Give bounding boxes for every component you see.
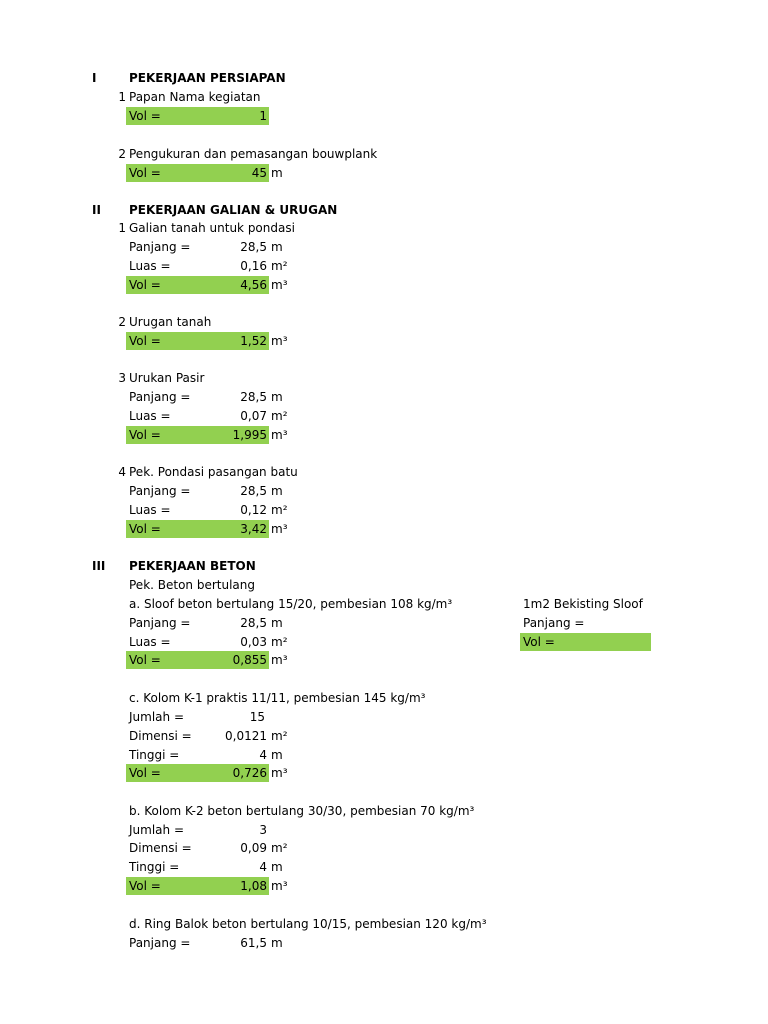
item-title: a. Sloof beton bertulang 15/20, pembesian 108 kg/m³ <box>129 597 453 611</box>
luas-label: Luas = <box>129 503 171 517</box>
panjang-unit: m <box>271 484 283 498</box>
volume-label: Vol = <box>129 879 161 893</box>
luas-label: Luas = <box>129 635 171 649</box>
bekisting-title: 1m2 Bekisting Sloof <box>523 597 643 611</box>
item-title: Galian tanah untuk pondasi <box>129 221 295 235</box>
volume-value: 3,42 <box>240 522 267 536</box>
tinggi-unit: m <box>271 748 283 762</box>
volume-unit: m³ <box>271 653 288 667</box>
jumlah-label: Jumlah = <box>129 710 184 724</box>
panjang-unit: m <box>271 240 283 254</box>
bekisting-volume-label: Vol = <box>523 635 555 649</box>
item-title: c. Kolom K-1 praktis 11/11, pembesian 145 kg/m³ <box>129 691 426 705</box>
volume-unit: m³ <box>271 766 288 780</box>
panjang-label: Panjang = <box>129 616 191 630</box>
item-number: 2 <box>118 147 126 161</box>
panjang-value: 28,5 <box>240 484 267 498</box>
section-subtitle: Pek. Beton bertulang <box>129 578 256 592</box>
jumlah-value: 3 <box>259 823 267 837</box>
luas-value: 0,07 <box>240 409 267 423</box>
luas-unit: m² <box>271 635 288 649</box>
volume-value: 0,855 <box>232 653 267 667</box>
volume-unit: m³ <box>271 879 288 893</box>
volume-unit: m³ <box>271 428 288 442</box>
item-title: Pengukuran dan pemasangan bouwplank <box>129 147 378 161</box>
panjang-unit: m <box>271 936 283 950</box>
dimensi-value: 0,09 <box>240 841 267 855</box>
volume-unit: m <box>271 166 283 180</box>
section-number: III <box>92 559 106 573</box>
item-title: Papan Nama kegiatan <box>129 90 261 104</box>
dimensi-unit: m² <box>271 729 288 743</box>
item-title: Urugan tanah <box>129 315 212 329</box>
item-title: b. Kolom K-2 beton bertulang 30/30, pembesian 70 kg/m³ <box>129 804 475 818</box>
volume-value: 1,52 <box>240 334 267 348</box>
section-title: PEKERJAAN BETON <box>129 559 256 573</box>
volume-value: 1 <box>259 109 267 123</box>
tinggi-value: 4 <box>259 860 267 874</box>
volume-label: Vol = <box>129 334 161 348</box>
panjang-value: 28,5 <box>240 616 267 630</box>
item-number: 3 <box>118 371 126 385</box>
dimensi-value: 0,0121 <box>225 729 267 743</box>
item-title: Urukan Pasir <box>129 371 205 385</box>
panjang-label: Panjang = <box>129 390 191 404</box>
tinggi-value: 4 <box>259 748 267 762</box>
panjang-value: 28,5 <box>240 240 267 254</box>
dimensi-label: Dimensi = <box>129 841 192 855</box>
section-title: PEKERJAAN PERSIAPAN <box>129 71 286 85</box>
item-number: 2 <box>118 315 126 329</box>
section-number: II <box>92 203 101 217</box>
section-number: I <box>92 71 97 85</box>
panjang-value: 28,5 <box>240 390 267 404</box>
panjang-unit: m <box>271 616 283 630</box>
item-number: 4 <box>118 465 126 479</box>
tinggi-label: Tinggi = <box>129 748 180 762</box>
jumlah-value: 15 <box>249 710 265 724</box>
volume-value: 0,726 <box>232 766 267 780</box>
section-title: PEKERJAAN GALIAN & URUGAN <box>129 203 338 217</box>
volume-unit: m³ <box>271 334 288 348</box>
volume-value: 45 <box>251 166 267 180</box>
luas-unit: m² <box>271 409 288 423</box>
item-title: d. Ring Balok beton bertulang 10/15, pembesian 120 kg/m³ <box>129 917 487 931</box>
jumlah-label: Jumlah = <box>129 823 184 837</box>
item-title: Pek. Pondasi pasangan batu <box>129 465 298 479</box>
panjang-unit: m <box>271 390 283 404</box>
panjang-label: Panjang = <box>129 484 191 498</box>
volume-value: 1,08 <box>240 879 267 893</box>
volume-label: Vol = <box>129 766 161 780</box>
item-number: 1 <box>118 221 126 235</box>
volume-label: Vol = <box>129 653 161 667</box>
volume-unit: m³ <box>271 522 288 536</box>
dimensi-unit: m² <box>271 841 288 855</box>
volume-value: 4,56 <box>240 278 267 292</box>
tinggi-label: Tinggi = <box>129 860 180 874</box>
volume-label: Vol = <box>129 428 161 442</box>
luas-unit: m² <box>271 259 288 273</box>
dimensi-label: Dimensi = <box>129 729 192 743</box>
volume-label: Vol = <box>129 109 161 123</box>
luas-label: Luas = <box>129 409 171 423</box>
volume-label: Vol = <box>129 522 161 536</box>
luas-unit: m² <box>271 503 288 517</box>
panjang-label: Panjang = <box>129 240 191 254</box>
luas-label: Luas = <box>129 259 171 273</box>
tinggi-unit: m <box>271 860 283 874</box>
volume-unit: m³ <box>271 278 288 292</box>
volume-label: Vol = <box>129 278 161 292</box>
volume-value: 1,995 <box>232 428 267 442</box>
panjang-label: Panjang = <box>129 936 191 950</box>
luas-value: 0,16 <box>240 259 267 273</box>
bekisting-panjang-label: Panjang = <box>523 616 585 630</box>
volume-label: Vol = <box>129 166 161 180</box>
luas-value: 0,12 <box>240 503 267 517</box>
item-number: 1 <box>118 90 126 104</box>
panjang-value: 61,5 <box>240 936 267 950</box>
luas-value: 0,03 <box>240 635 267 649</box>
